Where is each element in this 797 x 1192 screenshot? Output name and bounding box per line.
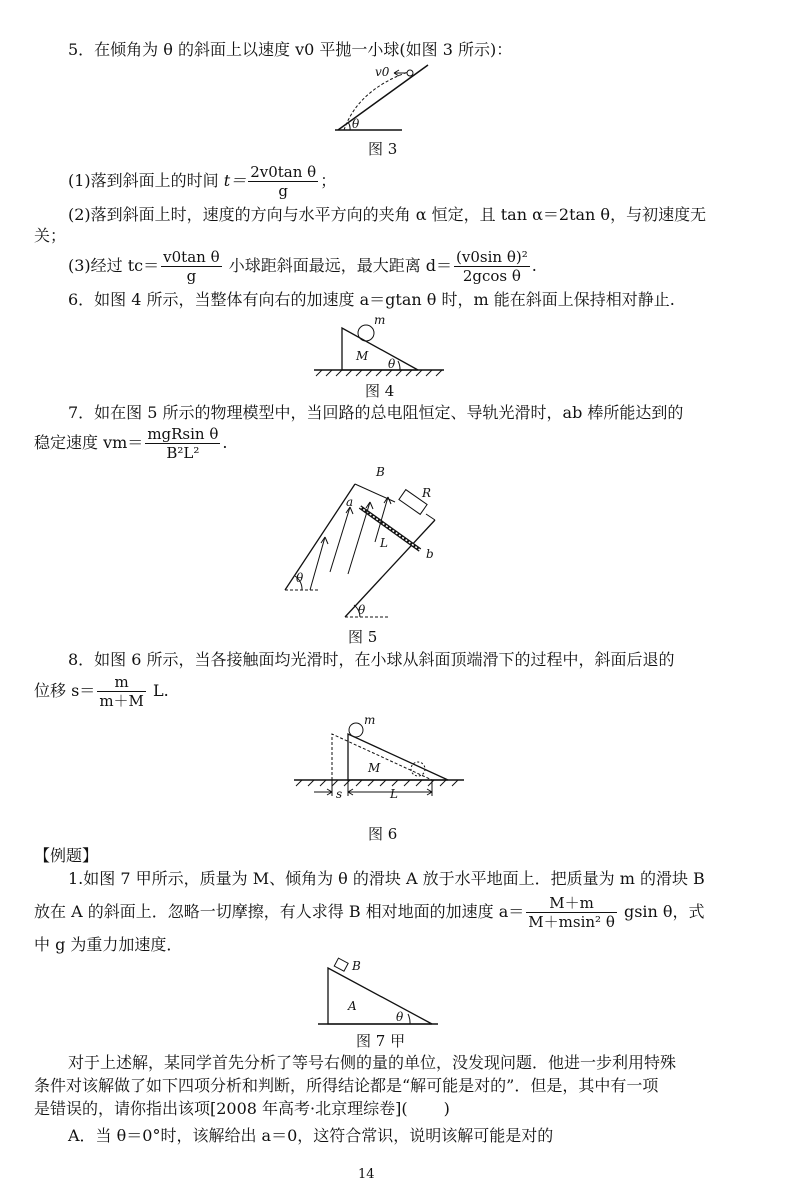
figure-4 xyxy=(312,312,447,382)
example-heading: 【例题】 xyxy=(34,846,99,865)
p5-conclusion-3: (3)经过 tc＝ $\frac{\text{v0tan θ}}{g}$ 小球距斜面最远，最大距离 d＝ $\frac{\text{(v0sin θ)²}}{\text{2gcos θ}}$ . xyxy=(68,248,537,285)
fig7-A-label: A xyxy=(348,999,357,1013)
fig6-caption: 图 6 xyxy=(368,825,398,843)
fig3-caption: 图 3 xyxy=(368,140,398,158)
fig5-theta1-label: θ xyxy=(296,571,304,585)
fig4-theta-label: θ xyxy=(388,357,396,371)
fig7-caption: 图 7 甲 xyxy=(356,1032,406,1050)
p5-intro: 5．在倾角为 θ 的斜面上以速度 v0 平抛一小球(如图 3 所示)： xyxy=(68,40,513,59)
fig7-B-label: B xyxy=(352,959,361,973)
fig5-a-label: a xyxy=(346,495,354,509)
example-line2: 放在 A 的斜面上．忽略一切摩擦，有人求得 B 相对地面的加速度 a＝ $\frac{M+m}{\text{M＋msin² θ}}$ gsin θ，式 xyxy=(34,894,705,931)
example-line6: 是错误的，请你指出该项[2008 年高考·北京理综卷]( ) xyxy=(34,1099,450,1118)
figure-5 xyxy=(280,462,450,622)
fig5-b-label: b xyxy=(426,547,434,561)
p5-conclusion-2a: (2)落到斜面上时，速度的方向与水平方向的夹角 α 恒定，且 tan α＝2tan θ，与初速度无 xyxy=(68,205,707,224)
fig5-B-label: B xyxy=(376,465,385,479)
fig6-m-label: m xyxy=(364,713,376,727)
example-line1: 1.如图 7 甲所示，质量为 M、倾角为 θ 的滑块 A 放于水平地面上．把质量为 m 的滑块 B xyxy=(68,869,705,888)
fig5-L-label: L xyxy=(380,536,388,550)
p5-conclusion-2b: 关； xyxy=(34,226,67,245)
figure-7a xyxy=(318,958,440,1030)
example-option-a: A．当 θ＝0°时，该解给出 a＝0，这符合常识，说明该解可能是对的 xyxy=(68,1126,554,1145)
fig4-m-label: m xyxy=(374,313,386,327)
example-line5: 条件对该解做了如下四项分析和判断，所得结论都是“解可能是对的”．但是，其中有一项 xyxy=(34,1076,659,1095)
fig5-theta2-label: θ xyxy=(358,603,366,617)
p8-line2: 位移 s＝ $\frac{m}{m+M}$ L. xyxy=(34,673,169,710)
fig3-theta-label: θ xyxy=(352,117,360,131)
fig6-s-label: s xyxy=(336,787,343,801)
fig4-caption: 图 4 xyxy=(365,382,395,400)
figure-3 xyxy=(330,62,430,137)
p8-line1: 8．如图 6 所示，当各接触面均光滑时，在小球从斜面顶端滑下的过程中，斜面后退的 xyxy=(68,650,675,669)
fig5-caption: 图 5 xyxy=(348,628,378,646)
p7-line1: 7．如在图 5 所示的物理模型中，当回路的总电阻恒定、导轨光滑时，ab 棒所能达到的 xyxy=(68,403,684,422)
fig7-theta-label: θ xyxy=(396,1010,404,1024)
fig5-R-label: R xyxy=(422,486,432,500)
fig6-M-label: M xyxy=(368,761,381,775)
example-line3: 中 g 为重力加速度． xyxy=(34,935,183,954)
fig4-M-label: M xyxy=(356,349,369,363)
fig3-v0-label: v0 xyxy=(375,65,390,79)
p6-text: 6．如图 4 所示，当整体有向右的加速度 a＝gtan θ 时，m 能在斜面上保持相对静止. xyxy=(68,290,675,309)
p5-conclusion-1: (1)落到斜面上的时间 t＝ $\frac{\text{2v0tan θ}}{g}$ ； xyxy=(68,163,337,200)
p7-line2: 稳定速度 vm＝ $\frac{\text{mgRsin θ}}{\text{B²L²}}$ . xyxy=(34,425,228,462)
page-number: 14 xyxy=(358,1167,375,1182)
figure-6 xyxy=(292,714,467,804)
example-line4: 对于上述解，某同学首先分析了等号右侧的量的单位，没发现问题．他进一步利用特殊 xyxy=(68,1053,677,1072)
fig6-L-label: L xyxy=(390,787,398,801)
